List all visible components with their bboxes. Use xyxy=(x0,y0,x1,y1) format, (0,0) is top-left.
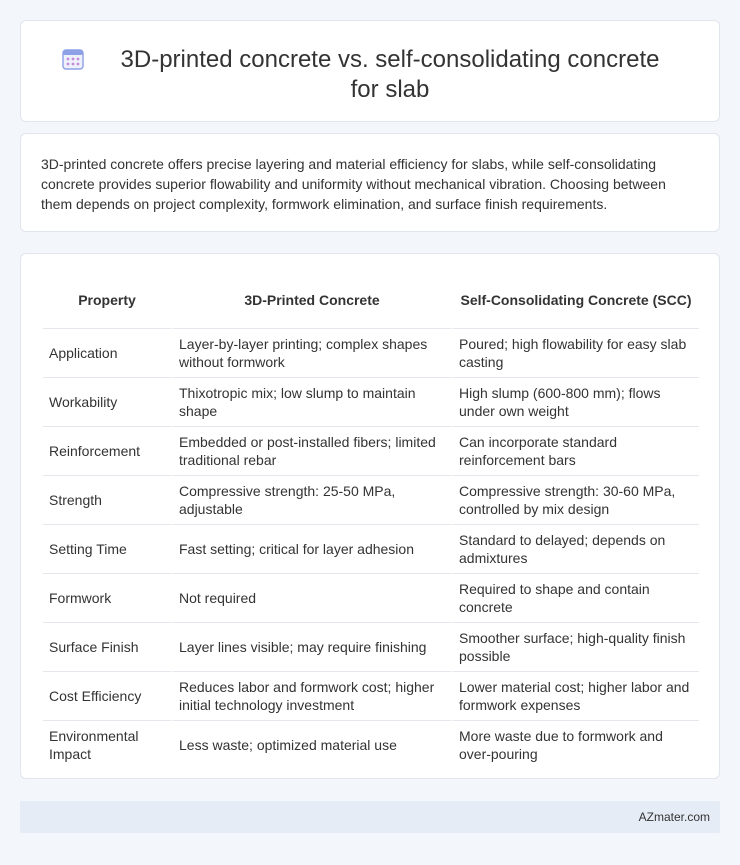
row-3d-value: Less waste; optimized material use xyxy=(171,720,451,769)
row-3d-value: Embedded or post-installed fibers; limited traditional rebar xyxy=(171,426,451,475)
row-property: Formwork xyxy=(43,573,171,622)
row-3d-value: Not required xyxy=(171,573,451,622)
table-row xyxy=(43,622,699,671)
comparison-table-card xyxy=(20,253,720,779)
header-3d-printed: 3D-Printed Concrete xyxy=(171,272,451,328)
row-scc-value: Standard to delayed; depends on admixtures xyxy=(451,524,699,573)
table-row xyxy=(43,720,699,769)
row-scc-value: Lower material cost; higher labor and formwork expenses xyxy=(451,671,699,720)
row-property: Strength xyxy=(43,475,171,524)
title-card xyxy=(20,20,720,122)
row-scc-value: Smoother surface; high-quality finish possible xyxy=(451,622,699,671)
table-row xyxy=(43,573,699,622)
row-property: Cost Efficiency xyxy=(43,671,171,720)
row-3d-value: Thixotropic mix; low slump to maintain shape xyxy=(171,377,451,426)
row-scc-value: Compressive strength: 30-60 MPa, controlled by mix design xyxy=(451,475,699,524)
row-property: Reinforcement xyxy=(43,426,171,475)
footer-bar xyxy=(20,801,720,833)
page-title: 3D-printed concrete vs. self-consolidating concrete for slab xyxy=(120,46,660,103)
table-row xyxy=(43,328,699,377)
footer-source: AZmater.com xyxy=(638,810,710,824)
row-scc-value: High slump (600-800 mm); flows under own weight xyxy=(451,377,699,426)
intro-card xyxy=(20,133,720,232)
table-row xyxy=(43,377,699,426)
row-scc-value: Can incorporate standard reinforcement bars xyxy=(451,426,699,475)
row-property: Surface Finish xyxy=(43,622,171,671)
table-header-row xyxy=(43,272,699,328)
row-3d-value: Reduces labor and formwork cost; higher initial technology investment xyxy=(171,671,451,720)
table-row xyxy=(43,671,699,720)
row-3d-value: Layer-by-layer printing; complex shapes without formwork xyxy=(171,328,451,377)
table-row xyxy=(43,524,699,573)
row-scc-value: More waste due to formwork and over-pouring xyxy=(451,720,699,769)
header-scc: Self-Consolidating Concrete (SCC) xyxy=(451,272,699,328)
row-scc-value: Poured; high flowability for easy slab casting xyxy=(451,328,699,377)
row-3d-value: Compressive strength: 25-50 MPa, adjustable xyxy=(171,475,451,524)
row-3d-value: Fast setting; critical for layer adhesion xyxy=(171,524,451,573)
intro-paragraph: 3D-printed concrete offers precise layering and material efficiency for slabs, while self-consolidating concrete provides superior flowability and uniformity without mechanical vibration. Choosing between them depends on project complexity, formwork elimination, and surface finish requirements. xyxy=(41,156,666,212)
row-property: Workability xyxy=(43,377,171,426)
table-row xyxy=(43,475,699,524)
row-property: Environmental Impact xyxy=(43,720,171,769)
row-3d-value: Layer lines visible; may require finishing xyxy=(171,622,451,671)
row-property: Application xyxy=(43,328,171,377)
header-property: Property xyxy=(78,292,136,308)
comparison-table xyxy=(43,272,699,769)
row-scc-value: Required to shape and contain concrete xyxy=(451,573,699,622)
table-row xyxy=(43,426,699,475)
row-property: Setting Time xyxy=(43,524,171,573)
